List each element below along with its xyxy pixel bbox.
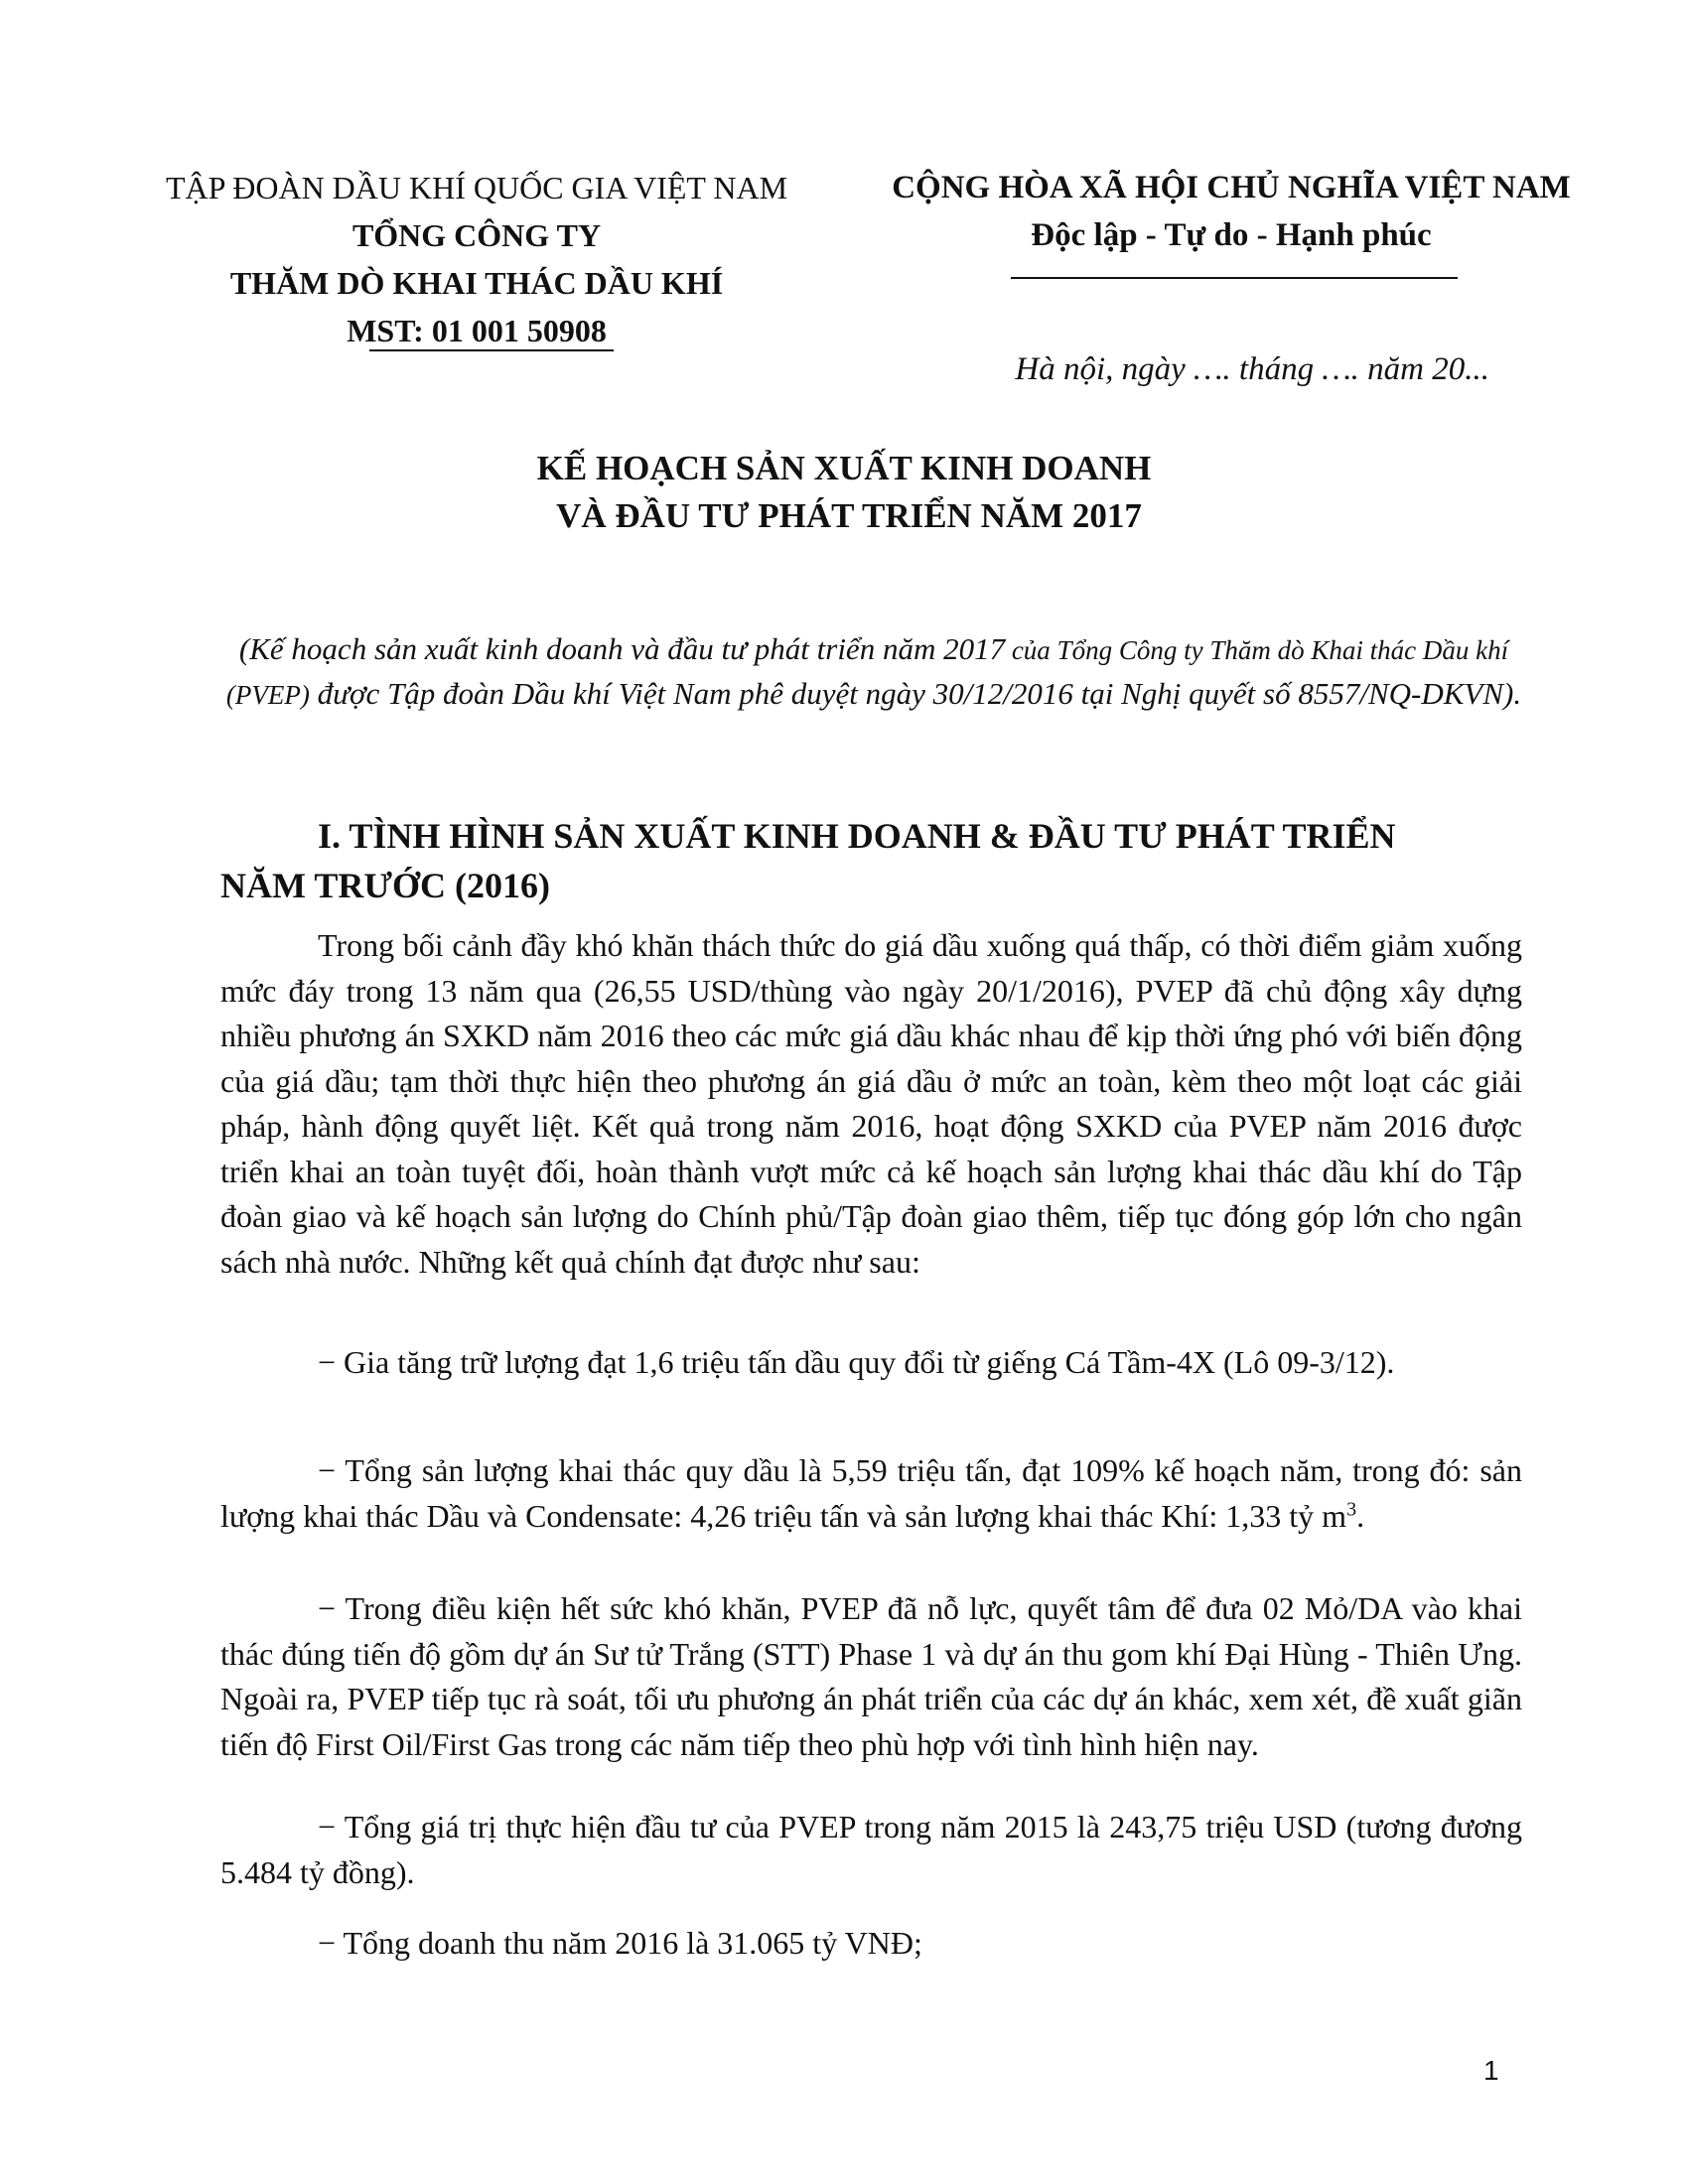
page-number: 1 — [1483, 2055, 1499, 2086]
header-left-divider — [369, 349, 614, 351]
bullet-investment: − Tổng giá trị thực hiện đầu tư của PVEP trong năm 2015 là 243,75 triệu USD (tương đương 5.484 tỷ đồng). — [220, 1809, 1522, 1890]
bullet-production-end: . — [1356, 1497, 1365, 1534]
bullet-projects: − Trong điều kiện hết sức khó khăn, PVEP đã nỗ lực, quyết tâm để đưa 02 Mỏ/DA vào khai thác đúng tiến độ gồm dự án Sư tử Trắng (STT) Phase 1 và dự án thu gom khí Đại Hùng - Thiên Ưng. Ngoài ra, PVEP tiếp tục rà soát, tối ưu phương án phát triển của các dự án khác, xem xét, đề xuất giãn tiến độ First Oil/First Gas trong các năm tiếp theo phù hợp với tình hình hiện nay. — [220, 1590, 1522, 1762]
national-motto: Độc lập - Tự do - Hạnh phúc — [1031, 217, 1432, 253]
header-right-divider — [1011, 277, 1458, 279]
subtitle-part3: được Tập đoàn Dầu khí Việt Nam phê duyệt ngày 30/12/2016 tại Nghị quyết số 8557/NQ-DKVN). — [309, 676, 1522, 711]
tax-code: MST: 01 001 50908 — [347, 313, 607, 348]
document-title — [298, 445, 1390, 540]
company-name: TỔNG CÔNG TY — [352, 217, 602, 253]
header-right-block — [874, 164, 1589, 259]
header-left-block — [139, 164, 814, 354]
document-subtitle — [213, 627, 1534, 717]
subtitle-part1: (Kế hoạch sản xuất kinh doanh và đầu tư phát triển năm 2017 — [238, 631, 1006, 666]
subtitle-part2: của Tổng Công ty Thăm dò Khai thác Dầu khí (PVEP) — [225, 635, 1509, 710]
bullet-revenue: − Tổng doanh thu năm 2016 là 31.065 tỷ VNĐ; — [318, 1925, 922, 1961]
superscript-exponent: 3 — [1346, 1497, 1357, 1520]
bullet-reserves: − Gia tăng trữ lượng đạt 1,6 triệu tấn dầu quy đổi từ giếng Cá Tầm-4X (Lô 09-3/12). — [318, 1344, 1395, 1380]
national-title: CỘNG HÒA XÃ HỘI CHỦ NGHĨA VIỆT NAM — [892, 170, 1571, 205]
section-heading-line1: I. TÌNH HÌNH SẢN XUẤT KINH DOANH & ĐẦU TƯ PHÁT TRIỂN — [318, 816, 1396, 856]
document-title-line2: VÀ ĐẦU TƯ PHÁT TRIỂN NĂM 2017 — [556, 496, 1142, 535]
section-heading — [220, 811, 1551, 910]
company-name-sub: THĂM DÒ KHAI THÁC DẦU KHÍ — [229, 265, 724, 301]
dateline: Hà nội, ngày …. tháng …. năm 20... — [1015, 351, 1489, 387]
body-paragraph: Trong bối cảnh đầy khó khăn thách thức do giá dầu xuống quá thấp, có thời điểm giảm xuống mức đáy trong 13 năm qua (26,55 USD/thùng vào ngày 20/1/2016), PVEP đã chủ động xây dựng nhiều phương án SXKD năm 2016 theo các mức giá dầu khác nhau để kịp thời ứng phó với biến động của giá dầu; tạm thời thực hiện theo phương án giá dầu ở mức an toàn, kèm theo một loạt các giải pháp, hành động quyết liệt. Kết quả trong năm 2016, hoạt động SXKD của PVEP năm 2016 được triển khai an toàn tuyệt đối, hoàn thành vượt mức cả kế hoạch sản lượng khai thác dầu khí do Tập đoàn giao và kế hoạch sản lượng do Chính phủ/Tập đoàn giao thêm, tiếp tục đóng góp lớn cho ngân sách nhà nước. Những kết quả chính đạt được như sau: — [220, 927, 1522, 1280]
bullet-production-text: − Tổng sản lượng khai thác quy dầu là 5,59 triệu tấn, đạt 109% kế hoạch năm, trong đó: sản lượng khai thác Dầu và Condensate: 4,26 triệu tấn và sản lượng khai thác Khí: 1,33 tỷ m — [220, 1452, 1522, 1534]
document-title-line1: KẾ HOẠCH SẢN XUẤT KINH DOANH — [536, 449, 1152, 487]
bullet-production — [220, 1448, 1522, 1539]
parent-organization: TẬP ĐOÀN DẦU KHÍ QUỐC GIA VIỆT NAM — [165, 170, 788, 205]
section-heading-line2: NĂM TRƯỚC (2016) — [220, 866, 550, 905]
